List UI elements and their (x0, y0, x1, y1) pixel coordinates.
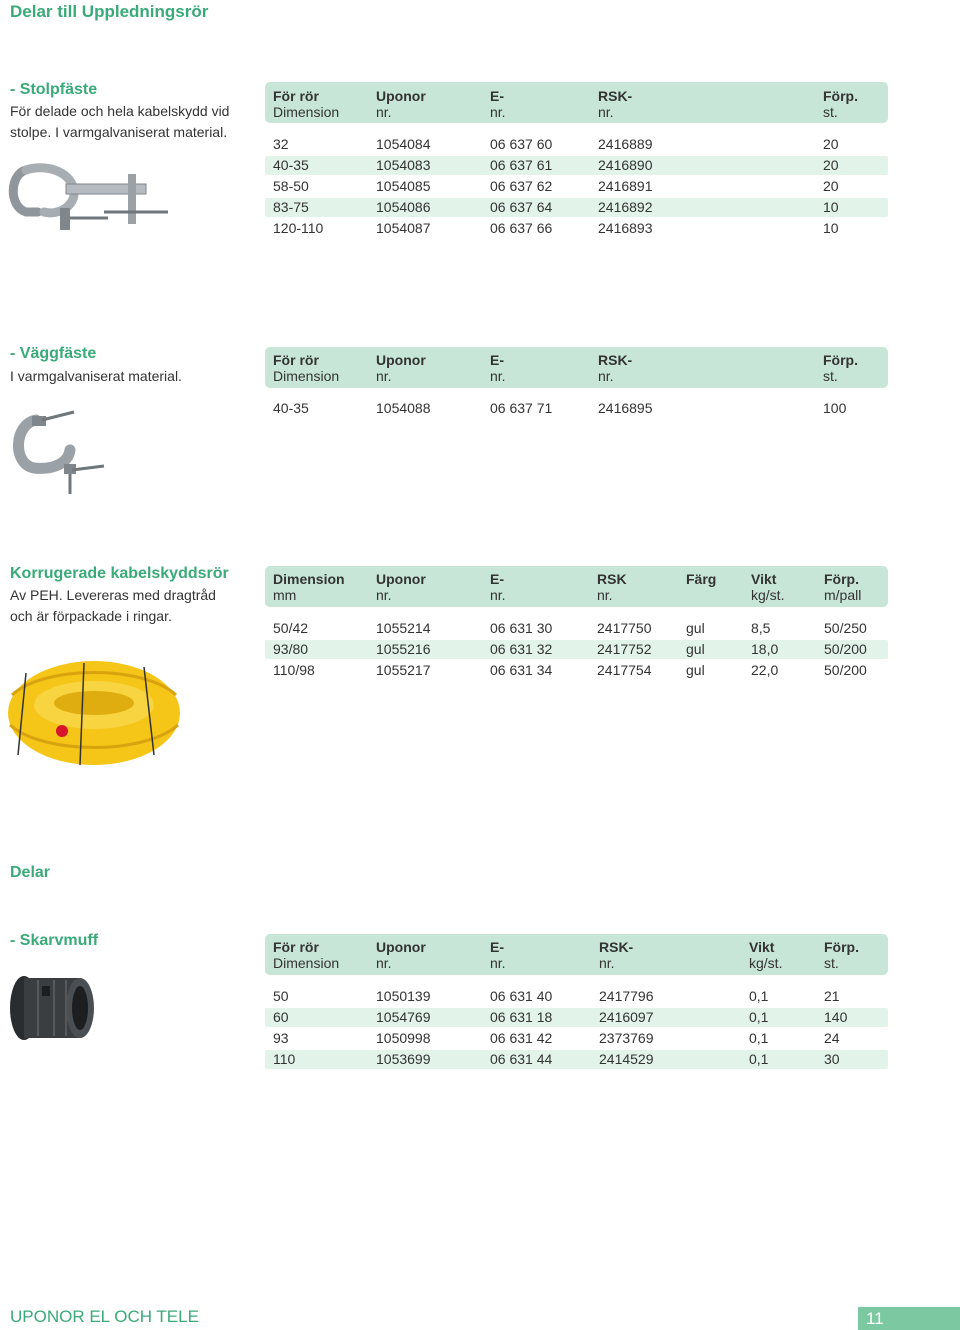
column-header: RSK- nr. (599, 939, 634, 971)
coupling-sleeve-image (6, 972, 98, 1044)
column-header: E- nr. (490, 88, 506, 120)
column-header: E- nr. (490, 939, 506, 971)
table-row: 110/98 1055217 06 631 34 2417754 gul 22,0 50/200 (273, 662, 867, 678)
column-header: RSK- nr. (598, 352, 633, 384)
table-row: 58-50 1054085 06 637 62 2416891 20 (273, 178, 839, 194)
page-title: Delar till Uppledningsrör (10, 2, 209, 21)
table-header-skarvmuff (265, 934, 888, 975)
pole-bracket-image (8, 160, 168, 240)
table-header-vaggfaste (265, 347, 888, 388)
section-title-korrugerade: Korrugerade kabelskyddsrör (10, 565, 229, 582)
table-row: 32 1054084 06 637 60 2416889 20 (273, 136, 839, 152)
section-desc-korrugerade (10, 585, 216, 627)
section-title-vaggfaste: - Väggfäste (10, 345, 97, 362)
column-header: Förp. m/pall (824, 571, 862, 603)
column-header: Uponor nr. (376, 352, 426, 384)
column-header: Vikt kg/st. (751, 571, 785, 603)
desc-line: stolpe. I varmgalvaniserat material. (10, 124, 228, 140)
column-header: För rör Dimension (273, 88, 340, 120)
section-title-skarvmuff: - Skarvmuff (10, 932, 99, 949)
footer-brand-text: UPONOR EL OCH TELE (10, 1307, 199, 1326)
table-header-korrugerade (265, 566, 888, 607)
column-header: E- nr. (490, 352, 506, 384)
column-header: E- nr. (490, 571, 506, 603)
table-row: 93/80 1055216 06 631 32 2417752 gul 18,0 50/200 (265, 640, 888, 659)
section-title-delar: Delar (10, 864, 51, 881)
column-header: För rör Dimension (273, 352, 340, 384)
column-header: Vikt kg/st. (749, 939, 783, 971)
column-header: Förp. st. (823, 88, 858, 120)
column-header: Uponor nr. (376, 88, 426, 120)
page-number: 11 (866, 1309, 884, 1328)
table-row: 60 1054769 06 631 18 2416097 0,1 140 (265, 1008, 888, 1027)
table-row: 83-75 1054086 06 637 64 2416892 10 (265, 198, 888, 217)
table-row: 50 1050139 06 631 40 2417796 0,1 21 (273, 988, 840, 1004)
table-row: 120-110 1054087 06 637 66 2416893 10 (273, 220, 839, 236)
column-header: Uponor nr. (376, 571, 426, 603)
column-header: Dimension mm (273, 571, 345, 603)
section-desc-stolpfaste (10, 101, 229, 143)
table-header-stolpfaste (265, 82, 888, 123)
section-desc-vaggfaste (10, 366, 182, 387)
section-title-stolpfaste: - Stolpfäste (10, 81, 98, 98)
column-header: RSK nr. (597, 571, 627, 603)
table-row: 110 1053699 06 631 44 2414529 0,1 30 (265, 1050, 888, 1069)
column-header: Uponor nr. (376, 939, 426, 971)
column-header: RSK- nr. (598, 88, 633, 120)
desc-line: och är förpackade i ringar. (10, 608, 172, 624)
column-header: För rör Dimension (273, 939, 340, 971)
table-row: 50/42 1055214 06 631 30 2417750 gul 8,5 50/250 (273, 620, 867, 636)
table-row: 40-35 1054083 06 637 61 2416890 20 (265, 156, 888, 175)
desc-line: För delade och hela kabelskydd vid (10, 103, 230, 119)
table-row: 40-35 1054088 06 637 71 2416895 100 (273, 400, 847, 416)
yellow-conduit-coil-image (4, 655, 182, 770)
wall-bracket-image (8, 408, 108, 498)
column-header: Förp. st. (824, 939, 859, 971)
desc-line: Av PEH. Levereras med dragtråd (10, 587, 216, 603)
desc-line: I varmgalvaniserat material. (10, 368, 182, 384)
table-row: 93 1050998 06 631 42 2373769 0,1 24 (273, 1030, 840, 1046)
column-header: Färg (686, 571, 717, 587)
column-header: Förp. st. (823, 352, 858, 384)
